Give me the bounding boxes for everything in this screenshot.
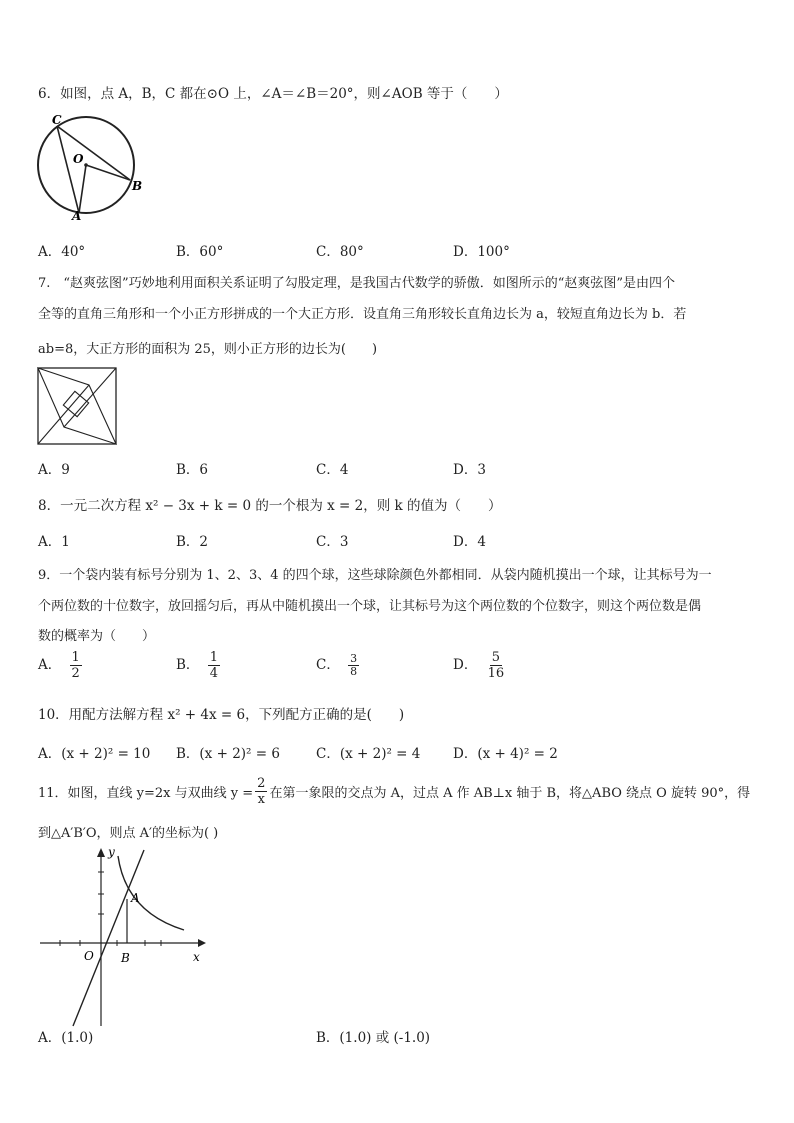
q7-option-d: D．3: [453, 462, 486, 478]
q9-line3: 数的概率为（ ）: [38, 629, 156, 644]
q11-option-a: A．(1.0): [38, 1030, 94, 1046]
line-y-2x: [73, 850, 144, 1026]
denominator: x: [257, 792, 265, 807]
numerator: 5: [491, 650, 501, 665]
fraction: [348, 653, 359, 678]
option-letter: A．: [38, 657, 62, 673]
q6-option-d: D．100°: [453, 244, 510, 260]
label-a: A: [131, 891, 140, 905]
numerator: 3: [350, 652, 358, 665]
radius-ob: [86, 165, 130, 180]
fraction: [208, 650, 220, 681]
q9-line1: 9．一个袋内装有标号分别为 1、2、3、4 的四个球，这些球除颜色外都相同．从袋内随机摸出一个球，让其标号为一: [38, 568, 712, 583]
label-c: C: [52, 113, 62, 127]
diagonal-line: [64, 368, 116, 427]
denominator: 16: [487, 666, 505, 681]
q9-line2: 个两位数的十位数字，放回摇匀后，再从中随机摸出一个球，让其标号为这个两位数的个位数字，则这个两位数是偶: [38, 599, 702, 614]
inner-lines: [38, 368, 116, 444]
label-a: A: [72, 209, 82, 220]
q6-circle-figure: [36, 112, 144, 220]
q7-line2: 全等的直角三角形和一个小正方形拼成的一个大正方形．设直角三角形较长直角边长为 a，较短直角边长为 b．若: [38, 307, 687, 322]
q10-stem: 10．用配方法解方程 x² + 4x = 6，下列配方正确的是( ): [38, 707, 405, 723]
q10-option-b: B．(x + 2)² = 6: [176, 746, 280, 762]
q11-option-b: B．(1.0) 或 (-1.0): [316, 1030, 431, 1046]
q9-option-c: [316, 653, 359, 678]
radius-oa: [79, 165, 86, 213]
q11-line2: 到△A′B′O，则点 A′的坐标为( ): [38, 826, 219, 841]
q8-stem: 8．一元二次方程 x² − 3x + k = 0 的一个根为 x = 2，则 k 的值为（ ）: [38, 498, 502, 514]
q9-option-d: [453, 650, 506, 681]
diagonal-line: [38, 385, 89, 444]
q8-option-a: A．1: [38, 534, 70, 550]
center-point: [84, 163, 88, 167]
q6-option-a: A．40°: [38, 244, 86, 260]
q7-option-a: A．9: [38, 462, 70, 478]
zhao-shuang-diagram: [37, 367, 119, 447]
q11-graph-figure: [36, 842, 212, 1028]
label-x: x: [193, 950, 200, 964]
option-letter: C．: [316, 657, 340, 673]
option-letter: B．: [176, 657, 200, 673]
y-axis-arrow: [97, 848, 105, 857]
q8-option-c: C．3: [316, 534, 349, 550]
q10-option-d: D．(x + 4)² = 2: [453, 746, 558, 762]
q9-option-a: [38, 650, 82, 681]
label-o: O: [73, 152, 84, 166]
denominator: 2: [71, 666, 80, 681]
q6-option-c: C．80°: [316, 244, 364, 260]
numerator: 1: [71, 650, 80, 665]
denominator: 8: [350, 665, 358, 678]
q10-option-c: C．(x + 2)² = 4: [316, 746, 421, 762]
fraction: [70, 650, 82, 681]
label-y: y: [108, 845, 115, 859]
fraction: [486, 650, 507, 681]
q8-option-b: B．2: [176, 534, 209, 550]
q11-line1: [38, 776, 750, 807]
q7-option-c: C．4: [316, 462, 349, 478]
fraction-2-over-x: [255, 776, 267, 807]
q7-option-b: B．6: [176, 462, 209, 478]
label-b: B: [121, 951, 130, 965]
outer-square: [38, 368, 116, 444]
q11-stem-a: 11．如图，直线 y=2x 与双曲线 y =: [38, 786, 254, 801]
q6-stem: 6．如图，点 A，B，C 都在⊙O 上，∠A＝∠B＝20°，则∠AOB 等于（ ）: [38, 86, 508, 102]
denominator: 4: [209, 666, 218, 681]
x-axis-arrow: [198, 939, 206, 947]
q9-option-b: [176, 650, 220, 681]
q6-option-b: B．60°: [176, 244, 224, 260]
q7-line3: ab=8，大正方形的面积为 25，则小正方形的边长为( ): [38, 342, 378, 357]
numerator: 1: [209, 650, 218, 665]
q8-option-d: D．4: [453, 534, 486, 550]
q11-stem-b: 在第一象限的交点为 A，过点 A 作 AB⊥x 轴于 B，将△ABO 绕点 O 旋转 90°，得: [269, 786, 751, 801]
hyperbola-curve: [118, 856, 184, 930]
q10-option-a: A．(x + 2)² = 10: [38, 746, 151, 762]
label-b: B: [132, 179, 143, 193]
option-letter: D．: [453, 657, 478, 673]
label-o: O: [84, 949, 94, 963]
q7-line1: 7. “赵爽弦图”巧妙地利用面积关系证明了勾股定理，是我国古代数学的骄傲．如图所示的“赵爽弦图”是由四个: [38, 276, 675, 291]
numerator: 2: [257, 776, 266, 791]
